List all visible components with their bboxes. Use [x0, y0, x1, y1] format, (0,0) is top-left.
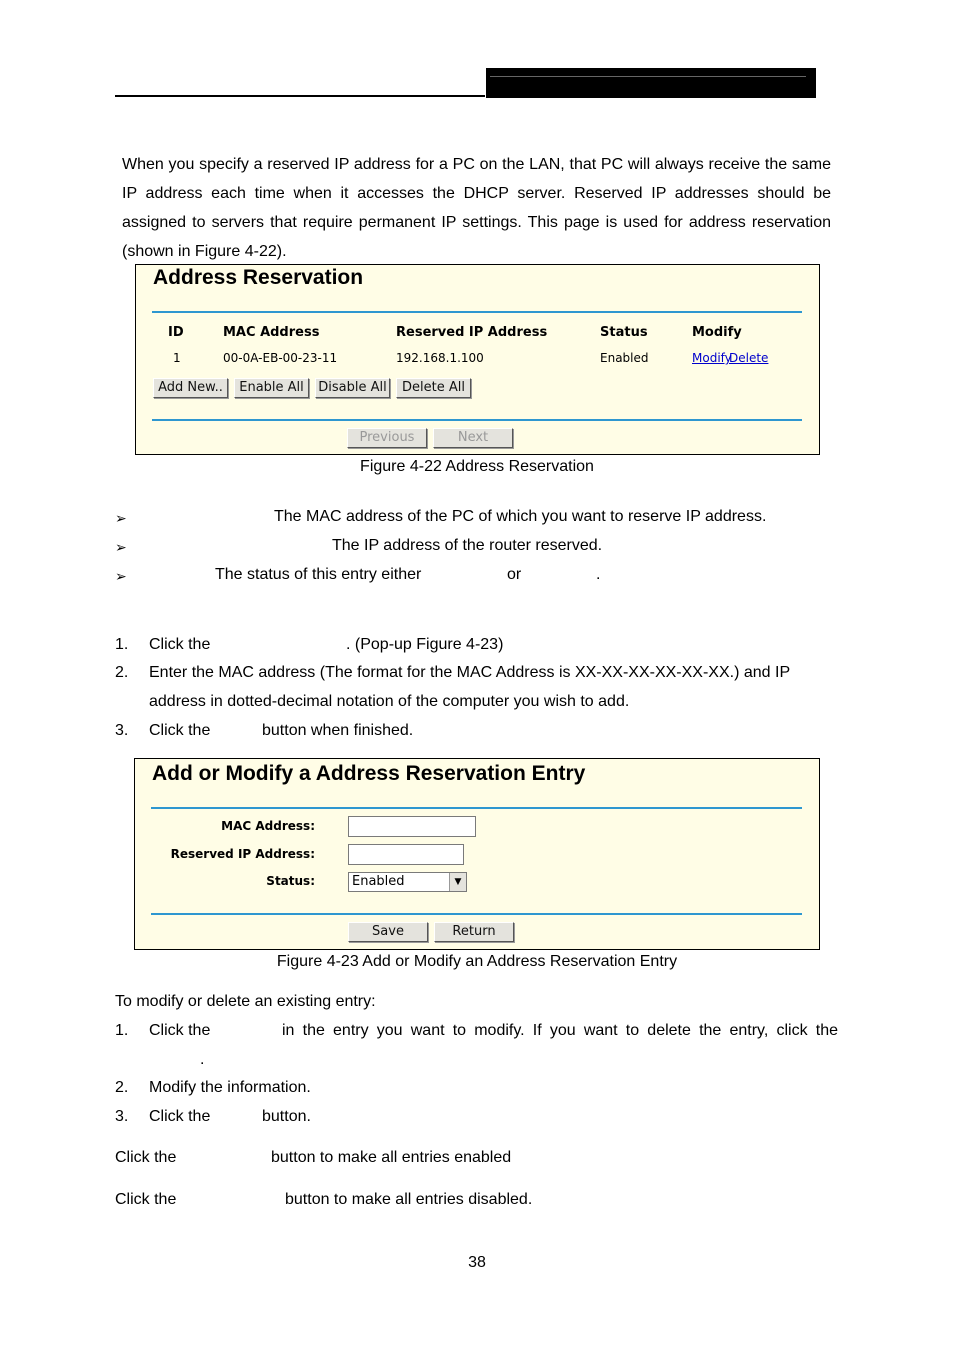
col-header-status: Status — [600, 325, 648, 340]
delete-link[interactable]: Delete — [729, 351, 769, 365]
col-header-id: ID — [168, 325, 184, 340]
title-rule — [151, 807, 802, 809]
step-text: button. — [262, 1108, 311, 1125]
panel-title: Add or Modify a Address Reservation Entry — [152, 762, 586, 785]
header-rule — [115, 95, 485, 97]
header-block-rule — [490, 76, 806, 77]
title-rule — [152, 311, 802, 313]
intro-paragraph: When you specify a reserved IP address for a PC on the LAN, that PC will always receive the same IP address each time when it accesses the DHCP server. Reserved IP addresses should be assigned to servers that require permanent IP settings. This page is used for address reservation (shown in Figure 4-22). — [122, 156, 831, 260]
row-id: 1 — [173, 351, 181, 365]
address-reservation-panel — [135, 264, 820, 455]
step-number: 1. — [115, 1022, 129, 1039]
step-text: Click the — [149, 1108, 211, 1125]
figure-4-22-caption: Figure 4-22 Address Reservation — [360, 458, 594, 475]
step-text: Click the — [149, 1022, 211, 1039]
col-header-ip: Reserved IP Address — [396, 325, 548, 340]
figure-4-23-caption: Figure 4-23 Add or Modify an Address Reservation Entry — [276, 953, 678, 970]
step-text: Click the — [149, 722, 211, 739]
step-number: 3. — [115, 722, 129, 739]
bullet-icon: ➢ — [115, 510, 127, 526]
step-text: . — [200, 1051, 205, 1068]
header-block — [486, 68, 816, 98]
save-button[interactable]: Save — [348, 922, 428, 942]
mac-address-label: MAC Address: — [221, 819, 315, 833]
reserved-ip-input[interactable] — [348, 844, 464, 865]
step-text: button when finished. — [262, 722, 414, 739]
row-ip: 192.168.1.100 — [396, 351, 484, 365]
status-select-value: Enabled — [352, 874, 405, 889]
next-button[interactable]: Next — [433, 428, 513, 448]
bullet-status-text: The status of this entry either — [215, 566, 422, 583]
mac-address-input[interactable] — [348, 816, 476, 837]
delete-all-button[interactable]: Delete All — [396, 378, 471, 398]
step-number: 1. — [115, 636, 129, 653]
bottom-rule — [152, 419, 802, 421]
status-select[interactable] — [348, 872, 467, 892]
enable-all-line: Click the — [115, 1149, 177, 1166]
step-text: Modify the information. — [149, 1079, 311, 1096]
step-number: 3. — [115, 1108, 129, 1125]
step-text: . (Pop-up Figure 4-23) — [346, 636, 504, 653]
page-number: 38 — [468, 1254, 486, 1271]
bullet-icon: ➢ — [115, 539, 127, 555]
enable-all-line-end: button to make all entries enabled — [271, 1149, 512, 1166]
bullet-mac-text: The MAC address of the PC of which you want to reserve IP address. — [274, 508, 767, 525]
disable-all-button[interactable]: Disable All — [315, 378, 390, 398]
bottom-rule — [151, 913, 802, 915]
bullet-status-end: . — [596, 566, 601, 583]
bullet-status-or: or — [507, 566, 522, 583]
previous-button[interactable]: Previous — [347, 428, 427, 448]
bullet-icon: ➢ — [115, 568, 127, 584]
step-text: address in dotted-decimal notation of the computer you wish to add. — [149, 693, 630, 710]
reserved-ip-label: Reserved IP Address: — [170, 847, 315, 861]
disable-all-line-end: button to make all entries disabled. — [285, 1191, 533, 1208]
row-mac: 00-0A-EB-00-23-11 — [223, 351, 338, 365]
col-header-mac: MAC Address — [223, 325, 320, 340]
status-label: Status: — [266, 874, 315, 888]
enable-all-button[interactable]: Enable All — [234, 378, 309, 398]
panel-title: Address Reservation — [153, 266, 364, 289]
step-number: 2. — [115, 1079, 129, 1096]
step-number: 2. — [115, 664, 129, 681]
return-button[interactable]: Return — [434, 922, 514, 942]
bullet-ip-text: The IP address of the router reserved. — [332, 537, 603, 554]
modify-intro: To modify or delete an existing entry: — [115, 993, 376, 1010]
add-new-button[interactable]: Add New.. — [153, 378, 228, 398]
step-text: Enter the MAC address (The format for the MAC Address is XX-XX-XX-XX-XX-XX.) and IP — [149, 664, 791, 681]
modify-link[interactable]: Modify — [692, 351, 732, 365]
step-text: Click the — [149, 636, 211, 653]
disable-all-line: Click the — [115, 1191, 177, 1208]
step-text: in the entry you want to modify. If you want to delete the entry, click the — [282, 1022, 838, 1039]
row-status: Enabled — [600, 351, 649, 365]
col-header-modify: Modify — [692, 325, 742, 340]
chevron-down-icon[interactable]: ▼ — [449, 873, 466, 891]
add-modify-entry-panel — [134, 758, 820, 950]
